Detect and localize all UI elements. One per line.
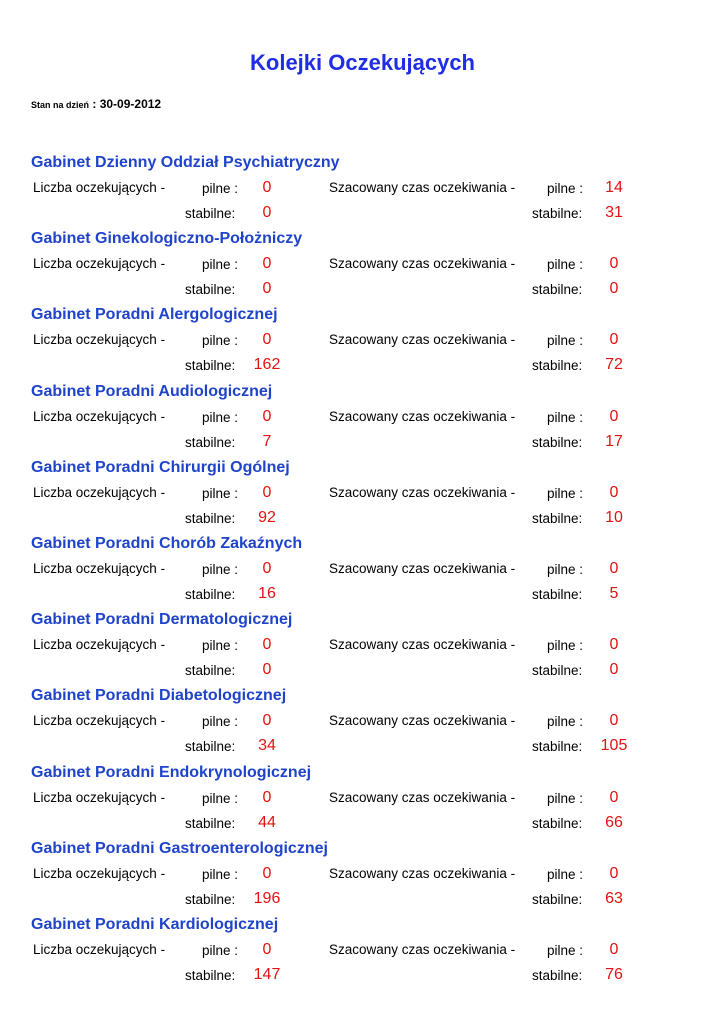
- clinic-section: [0, 230, 725, 306]
- count-urgent-label: pilne :: [202, 257, 239, 272]
- time-stable-value: 5: [609, 585, 619, 602]
- time-stable-value: 63: [605, 890, 623, 907]
- wait-time-label: Szacowany czas oczekiwania -: [329, 180, 516, 195]
- time-urgent-label: pilne :: [547, 562, 584, 577]
- count-urgent-value: 0: [262, 408, 272, 425]
- time-urgent-label: pilne :: [547, 333, 584, 348]
- clinic-name: Gabinet Ginekologiczno-Położniczy: [31, 230, 303, 247]
- time-stable-value: 105: [600, 737, 628, 754]
- count-urgent-value: 0: [262, 789, 272, 806]
- count-urgent-value: 0: [262, 560, 272, 577]
- count-stable-label: stabilne:: [185, 816, 236, 831]
- waiting-count-label: Liczba oczekujących -: [33, 256, 166, 271]
- clinic-name: Gabinet Poradni Audiologicznej: [31, 383, 273, 400]
- count-stable-value: 92: [258, 509, 276, 526]
- clinic-name: Gabinet Poradni Chorób Zakaźnych: [31, 535, 303, 552]
- date-separator: :: [92, 97, 97, 111]
- time-stable-label: stabilne:: [532, 892, 583, 907]
- time-stable-value: 72: [605, 356, 623, 373]
- count-stable-value: 0: [262, 280, 272, 297]
- time-stable-value: 31: [605, 204, 623, 221]
- wait-time-label: Szacowany czas oczekiwania -: [329, 561, 516, 576]
- clinic-section: [0, 687, 725, 763]
- time-urgent-label: pilne :: [547, 943, 584, 958]
- waiting-count-label: Liczba oczekujących -: [33, 332, 166, 347]
- count-urgent-label: pilne :: [202, 333, 239, 348]
- count-stable-value: 44: [258, 814, 276, 831]
- time-urgent-label: pilne :: [547, 181, 584, 196]
- date-value: 30-09-2012: [99, 97, 162, 111]
- count-stable-value: 16: [258, 585, 276, 602]
- count-stable-value: 34: [258, 737, 276, 754]
- time-stable-label: stabilne:: [532, 358, 583, 373]
- clinic-name: Gabinet Poradni Diabetologicznej: [31, 687, 287, 704]
- clinic-name: Gabinet Poradni Alergologicznej: [31, 306, 278, 323]
- count-stable-label: stabilne:: [185, 663, 236, 678]
- time-urgent-value: 0: [609, 331, 619, 348]
- time-urgent-label: pilne :: [547, 791, 584, 806]
- time-stable-value: 17: [605, 433, 623, 450]
- count-stable-label: stabilne:: [185, 892, 236, 907]
- wait-time-label: Szacowany czas oczekiwania -: [329, 790, 516, 805]
- count-stable-value: 7: [262, 433, 272, 450]
- clinic-section: [0, 916, 725, 992]
- wait-time-label: Szacowany czas oczekiwania -: [329, 409, 516, 424]
- time-stable-label: stabilne:: [532, 816, 583, 831]
- time-stable-label: stabilne:: [532, 511, 583, 526]
- time-urgent-value: 0: [609, 636, 619, 653]
- date-label: Stan na dzień: [31, 100, 90, 110]
- count-stable-label: stabilne:: [185, 435, 236, 450]
- time-stable-value: 0: [609, 661, 619, 678]
- wait-time-label: Szacowany czas oczekiwania -: [329, 256, 516, 271]
- clinic-section: [0, 611, 725, 687]
- time-urgent-value: 0: [609, 941, 619, 958]
- clinic-section: [0, 459, 725, 535]
- clinic-name: Gabinet Poradni Gastroenterologicznej: [31, 840, 328, 857]
- count-urgent-label: pilne :: [202, 486, 239, 501]
- count-urgent-label: pilne :: [202, 562, 239, 577]
- clinic-section: [0, 383, 725, 459]
- count-urgent-label: pilne :: [202, 181, 239, 196]
- count-stable-label: stabilne:: [185, 206, 236, 221]
- count-stable-value: 0: [262, 661, 272, 678]
- count-urgent-label: pilne :: [202, 714, 239, 729]
- time-stable-value: 0: [609, 280, 619, 297]
- time-stable-value: 66: [605, 814, 623, 831]
- count-urgent-value: 0: [262, 941, 272, 958]
- clinic-section: [0, 306, 725, 382]
- waiting-count-label: Liczba oczekujących -: [33, 409, 166, 424]
- waiting-count-label: Liczba oczekujących -: [33, 637, 166, 652]
- count-urgent-value: 0: [262, 179, 272, 196]
- time-stable-label: stabilne:: [532, 587, 583, 602]
- waiting-count-label: Liczba oczekujących -: [33, 561, 166, 576]
- wait-time-label: Szacowany czas oczekiwania -: [329, 713, 516, 728]
- wait-time-label: Szacowany czas oczekiwania -: [329, 942, 516, 957]
- report-date: [31, 97, 161, 111]
- count-urgent-value: 0: [262, 331, 272, 348]
- count-urgent-label: pilne :: [202, 943, 239, 958]
- time-urgent-label: pilne :: [547, 410, 584, 425]
- count-stable-value: 196: [253, 890, 281, 907]
- time-stable-value: 10: [605, 509, 623, 526]
- count-stable-label: stabilne:: [185, 282, 236, 297]
- time-urgent-label: pilne :: [547, 714, 584, 729]
- count-stable-label: stabilne:: [185, 739, 236, 754]
- clinic-name: Gabinet Poradni Endokrynologicznej: [31, 764, 312, 781]
- count-urgent-value: 0: [262, 636, 272, 653]
- count-urgent-label: pilne :: [202, 867, 239, 882]
- time-stable-label: stabilne:: [532, 739, 583, 754]
- waiting-count-label: Liczba oczekujących -: [33, 866, 166, 881]
- time-urgent-value: 0: [609, 712, 619, 729]
- count-stable-value: 0: [262, 204, 272, 221]
- count-urgent-value: 0: [262, 865, 272, 882]
- wait-time-label: Szacowany czas oczekiwania -: [329, 866, 516, 881]
- time-urgent-value: 0: [609, 789, 619, 806]
- count-stable-value: 147: [253, 966, 281, 983]
- count-urgent-value: 0: [262, 255, 272, 272]
- time-urgent-value: 0: [609, 484, 619, 501]
- time-stable-label: stabilne:: [532, 968, 583, 983]
- time-urgent-label: pilne :: [547, 638, 584, 653]
- time-urgent-label: pilne :: [547, 257, 584, 272]
- time-urgent-value: 0: [609, 865, 619, 882]
- clinic-name: Gabinet Poradni Kardiologicznej: [31, 916, 279, 933]
- count-stable-label: stabilne:: [185, 968, 236, 983]
- wait-time-label: Szacowany czas oczekiwania -: [329, 637, 516, 652]
- page-title: Kolejki Oczekujących: [250, 50, 475, 75]
- waiting-count-label: Liczba oczekujących -: [33, 790, 166, 805]
- wait-time-label: Szacowany czas oczekiwania -: [329, 332, 516, 347]
- waiting-count-label: Liczba oczekujących -: [33, 485, 166, 500]
- time-urgent-value: 0: [609, 560, 619, 577]
- count-urgent-label: pilne :: [202, 791, 239, 806]
- time-stable-value: 76: [605, 966, 623, 983]
- time-urgent-value: 14: [605, 179, 623, 196]
- waiting-count-label: Liczba oczekujących -: [33, 180, 166, 195]
- time-urgent-label: pilne :: [547, 867, 584, 882]
- time-urgent-value: 0: [609, 255, 619, 272]
- time-stable-label: stabilne:: [532, 663, 583, 678]
- waiting-count-label: Liczba oczekujących -: [33, 942, 166, 957]
- count-stable-label: stabilne:: [185, 587, 236, 602]
- count-urgent-value: 0: [262, 712, 272, 729]
- clinic-section: [0, 840, 725, 916]
- clinic-name: Gabinet Poradni Dermatologicznej: [31, 611, 293, 628]
- time-stable-label: stabilne:: [532, 435, 583, 450]
- count-stable-label: stabilne:: [185, 511, 236, 526]
- time-stable-label: stabilne:: [532, 206, 583, 221]
- count-stable-label: stabilne:: [185, 358, 236, 373]
- wait-time-label: Szacowany czas oczekiwania -: [329, 485, 516, 500]
- waiting-count-label: Liczba oczekujących -: [33, 713, 166, 728]
- time-urgent-value: 0: [609, 408, 619, 425]
- clinic-section: [0, 764, 725, 840]
- clinic-section: [0, 154, 725, 230]
- count-urgent-label: pilne :: [202, 410, 239, 425]
- clinic-name: Gabinet Poradni Chirurgii Ogólnej: [31, 459, 290, 476]
- time-stable-label: stabilne:: [532, 282, 583, 297]
- count-urgent-value: 0: [262, 484, 272, 501]
- time-urgent-label: pilne :: [547, 486, 584, 501]
- clinic-section: [0, 535, 725, 611]
- count-stable-value: 162: [253, 356, 281, 373]
- clinic-name: Gabinet Dzienny Oddział Psychiatryczny: [31, 154, 340, 171]
- count-urgent-label: pilne :: [202, 638, 239, 653]
